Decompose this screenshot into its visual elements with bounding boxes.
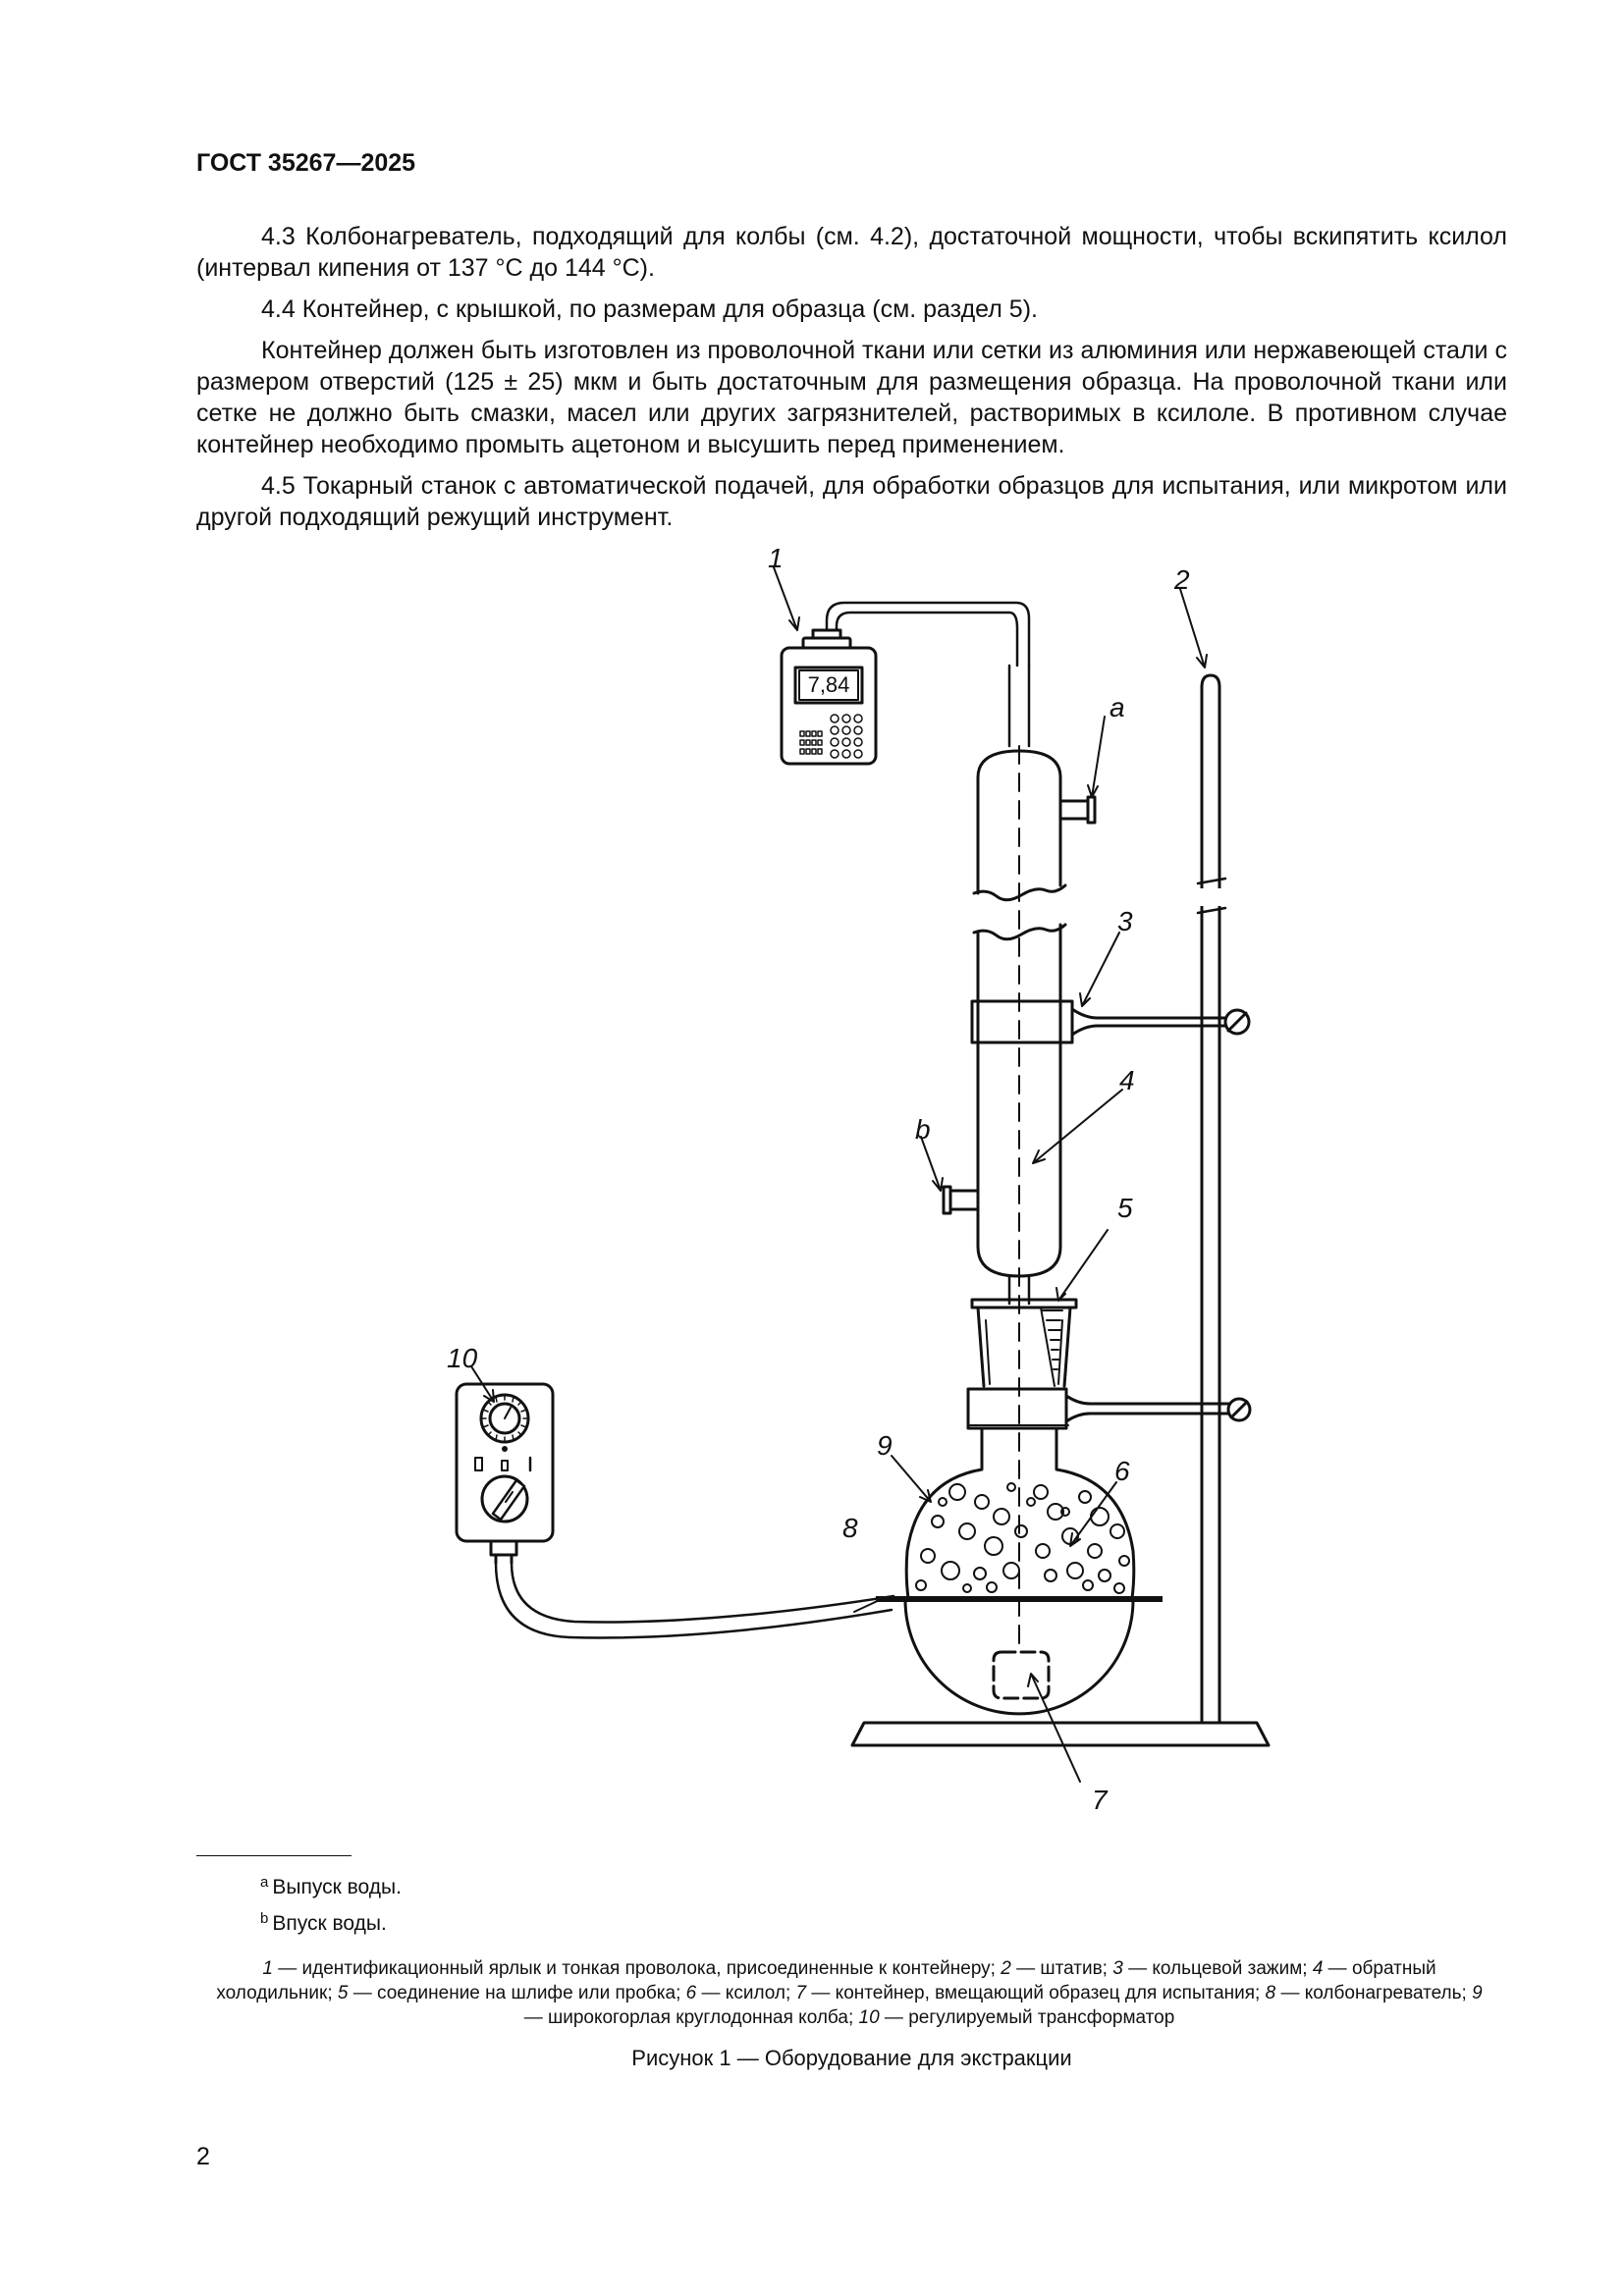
- label-5: 5: [1117, 1193, 1133, 1223]
- footnote-rule: [196, 1855, 352, 1856]
- ring-clamp-lower: [968, 1389, 1250, 1428]
- label-8: 8: [842, 1513, 858, 1543]
- label-4: 4: [1119, 1065, 1135, 1095]
- label-3: 3: [1117, 906, 1133, 936]
- document-header: ГОСТ 35267—2025: [196, 149, 416, 177]
- display-value: 7,84: [807, 672, 850, 697]
- paragraph-4-3: 4.3 Колбонагреватель, подходящий для колбы (см. 4.2), достаточной мощности, чтобы вскипятить ксилол (интервал кипения от 137 °С до 144 °С).: [196, 223, 1507, 282]
- footnote-a: $^a$ Выпуск воды.: [260, 1874, 402, 1898]
- ground-glass-joint: [972, 1300, 1076, 1386]
- page-number: 2: [196, 2143, 210, 2170]
- label-9: 9: [877, 1430, 893, 1461]
- label-1: 1: [768, 543, 784, 573]
- regulating-transformer: [457, 1384, 553, 1563]
- figure-caption: Рисунок 1 — Оборудование для экстракции: [631, 2046, 1072, 2070]
- label-2: 2: [1174, 564, 1190, 595]
- label-7: 7: [1092, 1785, 1108, 1815]
- sample-container: [994, 1652, 1049, 1698]
- label-6: 6: [1114, 1456, 1130, 1486]
- label-10: 10: [447, 1343, 478, 1373]
- figure-legend: 1 — идентификационный ярлык и тонкая проволока, присоединенные к контейнеру; 2 — штатив; 3 — кольцевой зажим; 4 — обратный холодильник; 5 — соединение на шлифе или пробка; 6 — ксилол; 7 — контейнер, вмещающий образец для испытания; 8 — колбонагреватель; 9 — широкогорлая круглодонная колба; 10 — регулируемый трансформатор: [216, 1958, 1483, 2028]
- paragraph-4-5: 4.5 Токарный станок с автоматической подачей, для обработки образцов для испытания, или микротом или другой подходящий режущий инструмент.: [196, 472, 1507, 531]
- footnote-b: $^b$ Впуск воды.: [260, 1910, 387, 1935]
- transformer-cable: [496, 1563, 893, 1637]
- label-b: b: [915, 1114, 931, 1145]
- paragraph-4-4: 4.4 Контейнер, с крышкой, по размерам для образца (см. раздел 5).: [261, 295, 1038, 323]
- footnotes: [260, 1867, 402, 1940]
- label-a: a: [1110, 692, 1125, 722]
- xylene-bubbles: [916, 1483, 1129, 1593]
- stand-base: [852, 1723, 1269, 1745]
- stand-rod: [1198, 675, 1225, 1723]
- container-wire: [1009, 666, 1029, 1652]
- ring-clamp-upper: [972, 1001, 1249, 1042]
- paragraph-container-requirements: Контейнер должен быть изготовлен из проволочной ткани или сетки из алюминия или нержавеющей стали с размером отверстий (125 ± 25) мкм и быть достаточным для размещения образца. На проволочной ткани или сетке не должно быть смазки, масел или других загрязнителей, растворимых в ксилоле. В противном случае контейнер необходимо промыть ацетоном и высушить перед применением.: [196, 337, 1507, 458]
